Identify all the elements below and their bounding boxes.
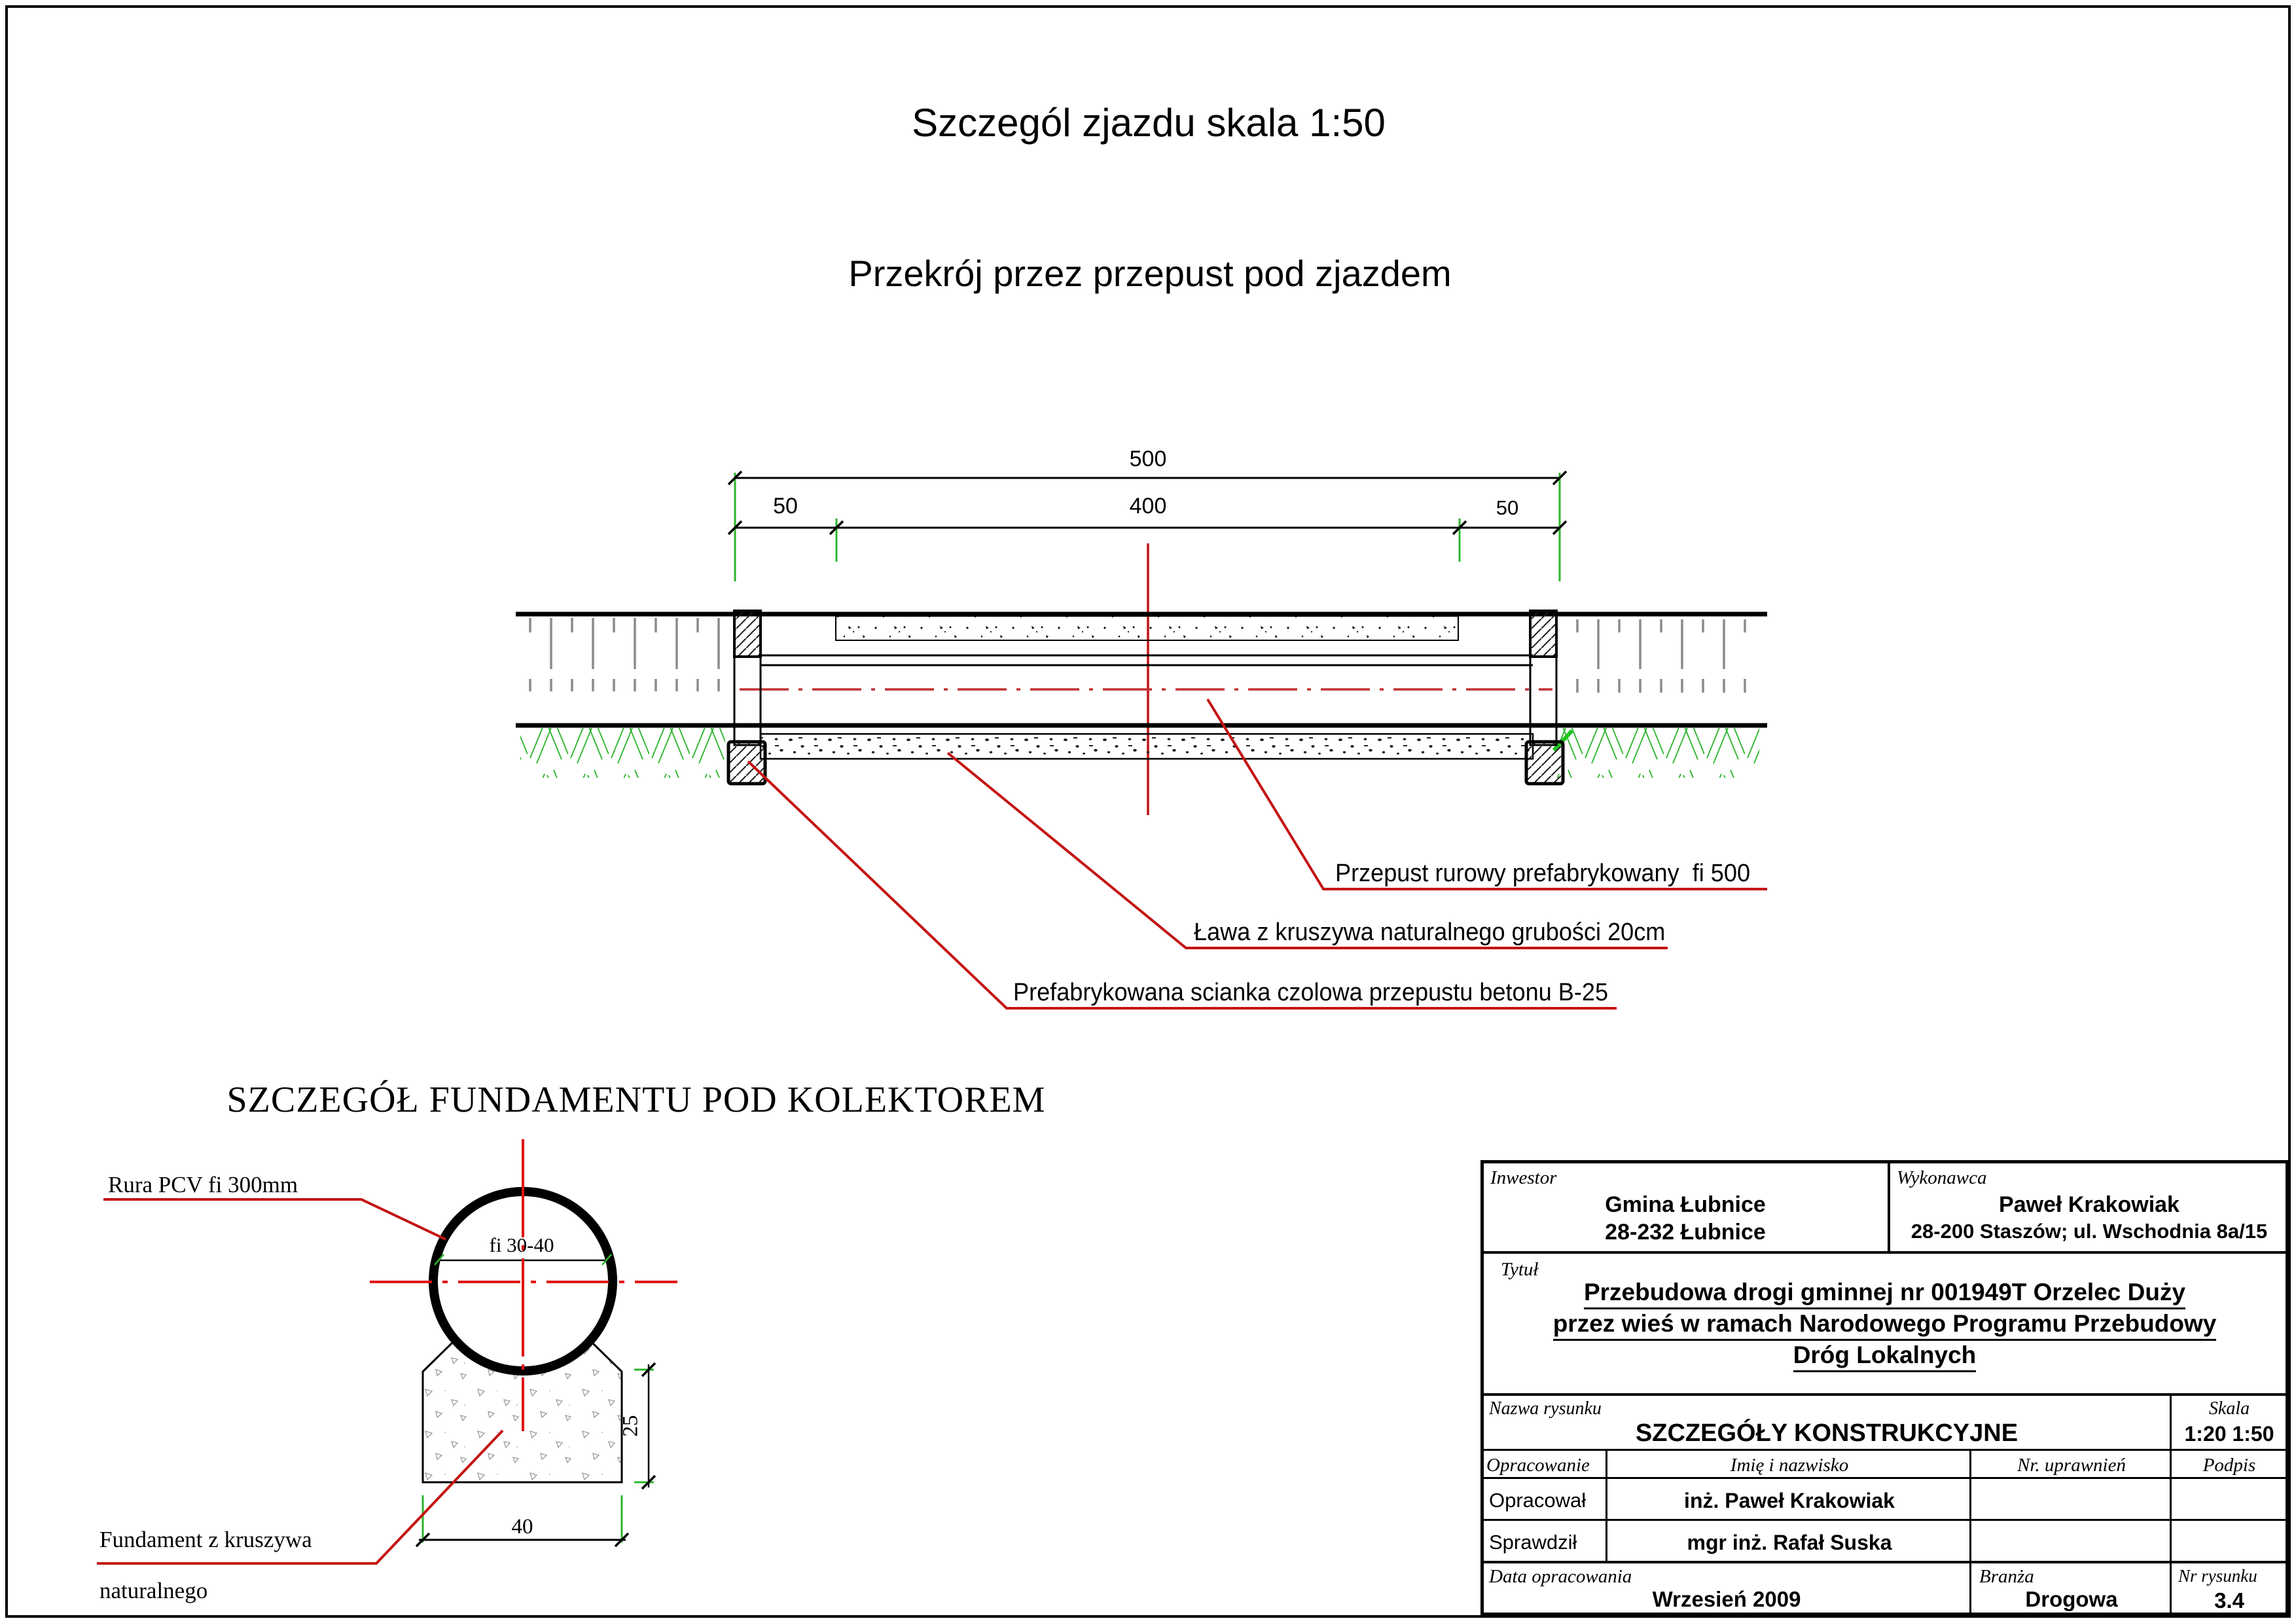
dim-total: 500 <box>1129 447 1167 471</box>
investor-cell <box>1484 1163 1888 1251</box>
foundation-title: SZCZEGÓŁ FUNDAMENTU POD KOLEKTOREM <box>226 1080 1046 1120</box>
col-signature-label: Podpis <box>2202 1455 2256 1476</box>
titleblock-row-checker <box>1484 1521 2286 1563</box>
drawing-name-value: SZCZEGÓŁY KONSTRUKCYJNE <box>1635 1419 2018 1447</box>
author-role: Opracował <box>1489 1489 1587 1512</box>
soil-hatch-right <box>1556 728 1759 778</box>
branch-label: Branża <box>1979 1566 2034 1587</box>
headwall-left-cap <box>734 611 761 657</box>
checker-signature-cell <box>2170 1521 2286 1561</box>
checker-role-cell <box>1484 1521 1605 1561</box>
label-bedding: Ława z kruszywa naturalnego grubości 20cm <box>1194 919 1666 946</box>
project-title-line1 <box>1484 1280 2286 1309</box>
soil-hatch-left <box>520 728 725 778</box>
titleblock-row-parties <box>1484 1163 2286 1254</box>
date-value: Wrzesień 2009 <box>1652 1587 1801 1611</box>
contractor-cell <box>1888 1163 2286 1251</box>
col-role-label: Opracowanie <box>1486 1455 1590 1476</box>
dim-foundation-height: 25 <box>619 1415 643 1437</box>
author-name-cell <box>1605 1479 1969 1519</box>
author-role-cell <box>1484 1479 1605 1519</box>
dim-left: 50 <box>773 494 798 519</box>
checker-name: mgr inż. Rafał Suska <box>1687 1531 1892 1554</box>
project-label: Tytuł <box>1501 1259 1539 1280</box>
leader-pcv-pipe <box>103 1199 446 1239</box>
col-license-label: Nr. uprawnień <box>2017 1455 2126 1476</box>
branch-value: Drogowa <box>2025 1587 2118 1611</box>
date-cell <box>1484 1563 1969 1613</box>
investor-label: Inwestor <box>1490 1167 1557 1188</box>
author-license-cell <box>1969 1479 2170 1519</box>
ground-hatch-right <box>1564 619 1765 693</box>
scale-value: 1:20 1:50 <box>2184 1422 2274 1446</box>
dim-mid: 400 <box>1129 494 1167 519</box>
scale-cell <box>2170 1396 2286 1449</box>
footing-left <box>728 742 765 784</box>
titleblock-row-project <box>1484 1254 2286 1396</box>
date-label: Data opracowania <box>1489 1566 1632 1587</box>
project-title-line3 <box>1484 1343 2286 1372</box>
headwall-right-cap <box>1530 611 1556 657</box>
number-label: Nr rysunku <box>2178 1566 2257 1586</box>
checker-role: Sprawdził <box>1489 1531 1577 1554</box>
contractor-address: 28-200 Staszów; ul. Wschodnia 8a/15 <box>1910 1220 2268 1243</box>
col-signature-cell <box>2170 1451 2286 1477</box>
label-headwall: Prefabrykowana scianka czolowa przepustu betonu B-25 <box>1013 979 1609 1006</box>
project-title-line2-text: przez wieś w ramach Narodowego Programu Przebudowy <box>1553 1311 2217 1341</box>
label-pcv-pipe: Rura PCV fi 300mm <box>108 1172 298 1197</box>
sheet-title: Szczegól zjazdu skala 1:50 <box>912 101 1386 145</box>
project-title-line3-text: Dróg Lokalnych <box>1793 1343 1977 1372</box>
contractor-label: Wykonawca <box>1897 1167 1987 1188</box>
project-title-line1-text: Przebudowa drogi gminnej nr 001949T Orzelec Duży <box>1584 1280 2185 1309</box>
label-foundation-2: naturalnego <box>99 1578 208 1603</box>
checker-name-cell <box>1605 1521 1969 1561</box>
ground-hatch-left <box>520 618 725 691</box>
footing-right <box>1526 742 1563 784</box>
author-signature-cell <box>2170 1479 2286 1519</box>
project-title-line2 <box>1484 1311 2286 1341</box>
branch-cell <box>1969 1563 2170 1613</box>
culvert-section <box>516 611 1767 784</box>
dim-right: 50 <box>1496 496 1519 519</box>
pavement-layer <box>836 616 1458 640</box>
drawing-name-cell <box>1484 1396 2170 1449</box>
foundation-detail <box>97 1139 677 1563</box>
bedding-layer <box>761 734 1533 759</box>
dim-foundation-width: 40 <box>511 1515 533 1539</box>
titleblock-row-meta <box>1484 1563 2286 1613</box>
contractor-name: Paweł Krakowiak <box>1999 1192 2179 1217</box>
col-license-cell <box>1969 1451 2170 1477</box>
investor-address: 28-232 Łubnice <box>1605 1220 1766 1245</box>
sheet-subtitle: Przekrój przez przepust pod zjazdem <box>848 253 1452 294</box>
col-role-cell <box>1484 1451 1605 1477</box>
scale-label: Skala <box>2208 1398 2250 1419</box>
label-foundation-1: Fundament z kruszywa <box>99 1527 312 1552</box>
titleblock-row-header <box>1484 1451 2286 1479</box>
checker-license-cell <box>1969 1521 2170 1561</box>
titleblock-row-author <box>1484 1479 2286 1521</box>
title-block <box>1480 1160 2289 1616</box>
author-name: inż. Paweł Krakowiak <box>1684 1489 1895 1512</box>
label-diameter: fi 30-40 <box>489 1233 554 1256</box>
drawing-name-label: Nazwa rysunku <box>1489 1398 1602 1419</box>
investor-name: Gmina Łubnice <box>1605 1192 1766 1217</box>
number-cell <box>2170 1563 2286 1613</box>
col-name-cell <box>1605 1451 1969 1477</box>
col-name-label: Imię i nazwisko <box>1730 1455 1849 1476</box>
label-pipe: Przepust rurowy prefabrykowany fi 500 <box>1335 860 1751 887</box>
number-value: 3.4 <box>2214 1588 2244 1613</box>
titleblock-row-drawingname <box>1484 1396 2286 1451</box>
